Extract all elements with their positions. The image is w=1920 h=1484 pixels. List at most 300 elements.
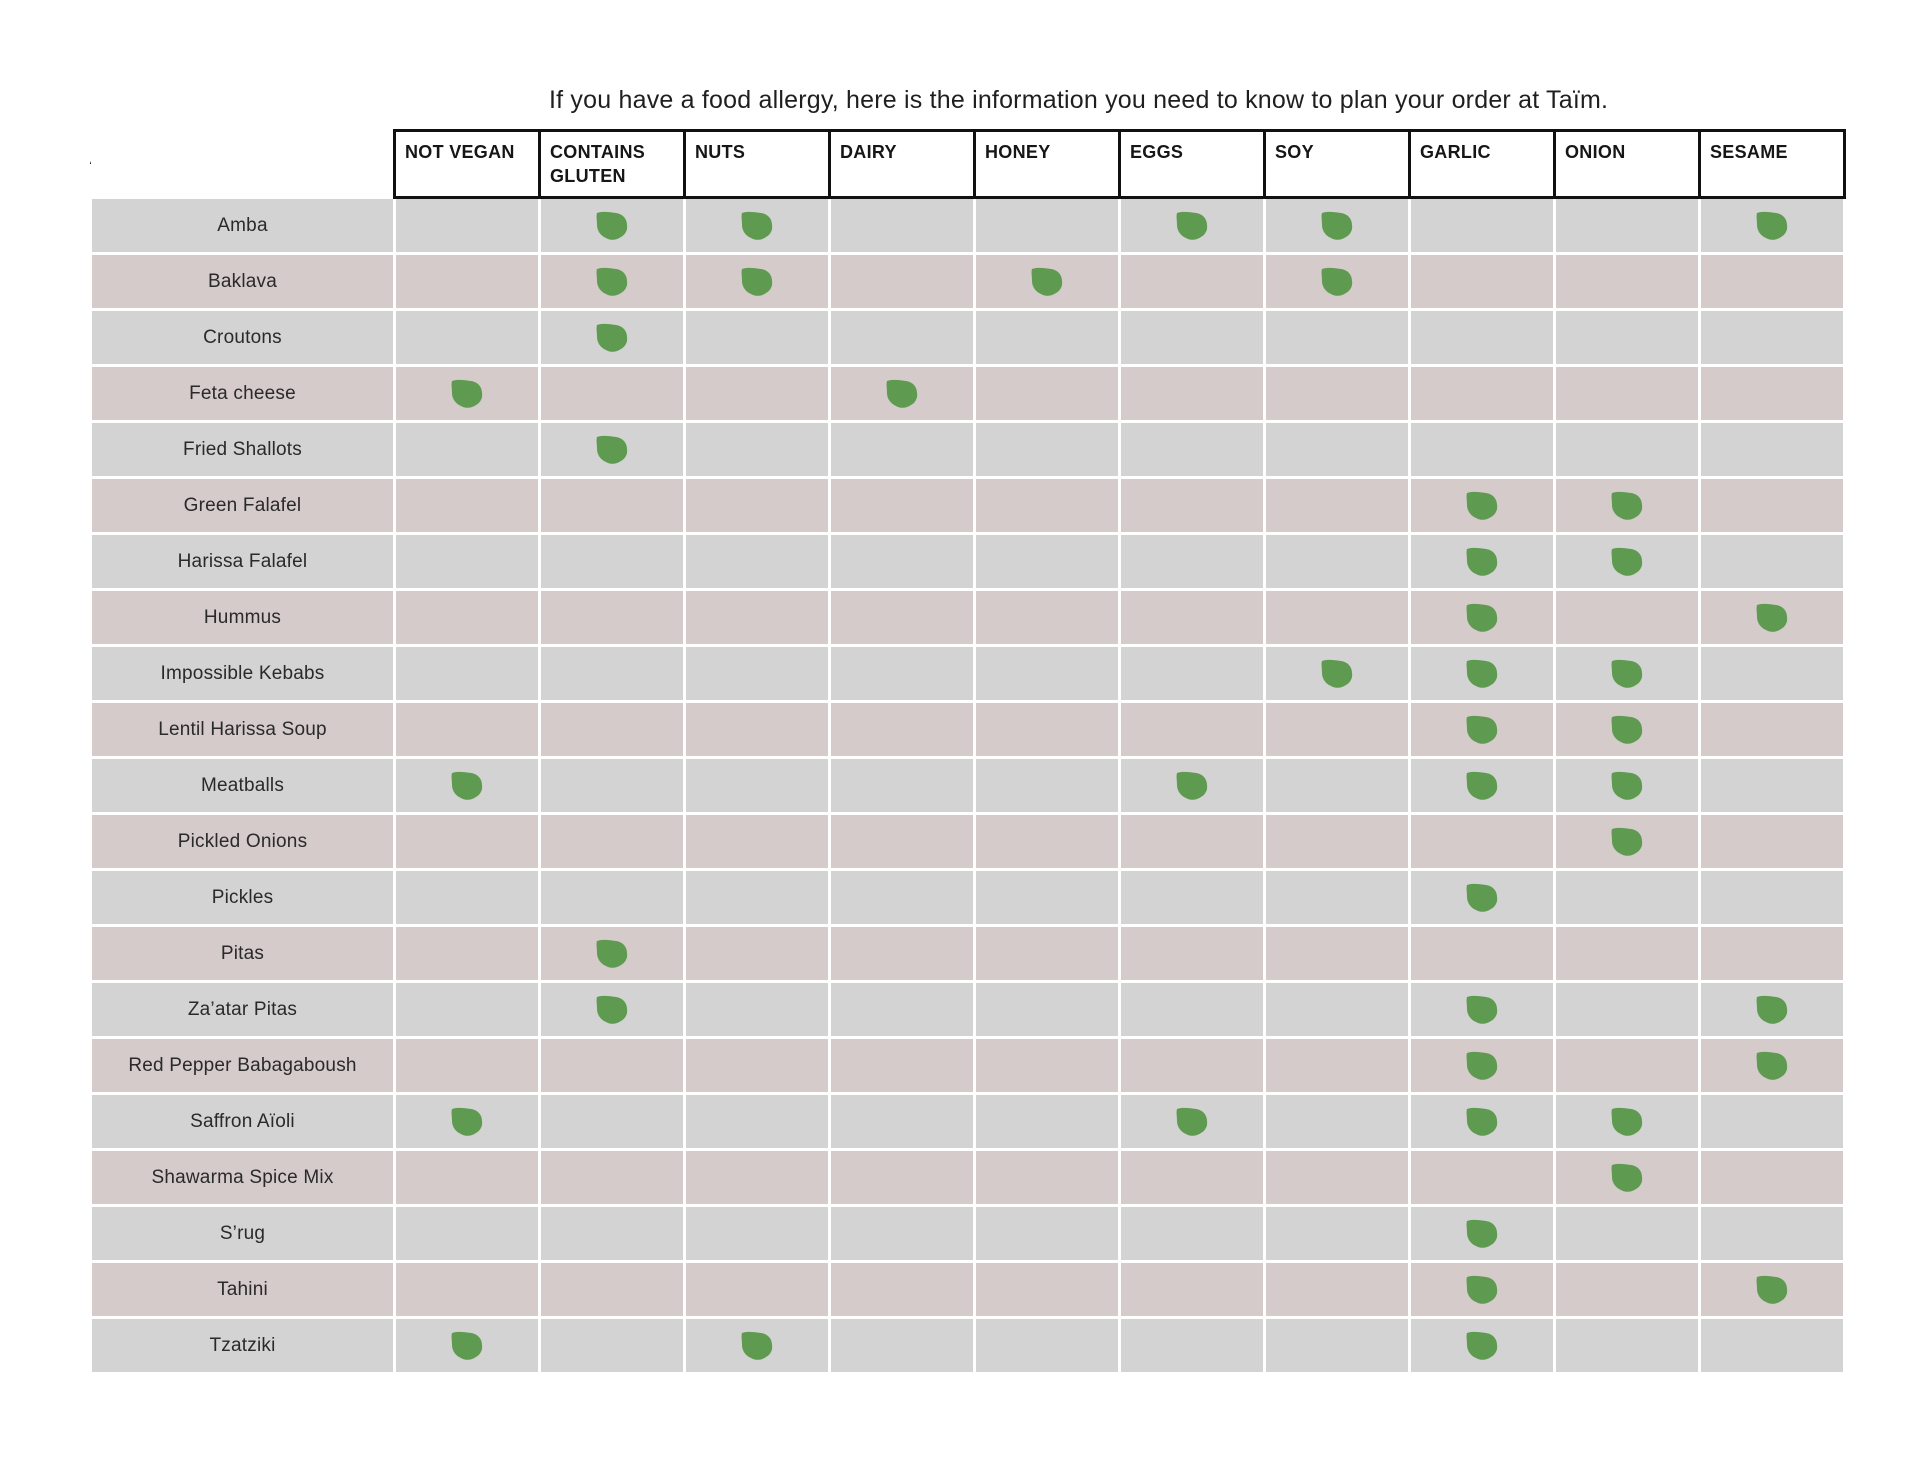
allergen-cell [1265,254,1410,310]
allergen-cell [395,1094,540,1150]
leaf-icon [1755,210,1789,242]
allergen-cell [830,198,975,254]
allergen-cell [975,1318,1120,1374]
allergen-cell [540,198,685,254]
allergen-cell [540,758,685,814]
allergen-cell [1120,1318,1265,1374]
allergen-cell [540,1206,685,1262]
allergen-cell [1555,590,1700,646]
item-name: Shawarma Spice Mix [91,1150,395,1206]
allergen-cell [830,870,975,926]
allergen-cell [975,758,1120,814]
leaf-icon [1755,1050,1789,1082]
allergen-cell [685,1206,830,1262]
allergen-cell [395,758,540,814]
leaf-icon [595,266,629,298]
column-header-6 [1265,131,1410,198]
allergen-cell [1410,366,1555,422]
allergen-cell [1700,422,1845,478]
allergen-cell [1700,1150,1845,1206]
column-header-label: SESAME [1710,142,1788,162]
allergen-cell [975,1150,1120,1206]
allergen-cell [1700,870,1845,926]
allergen-cell [1120,702,1265,758]
item-name: Tahini [91,1262,395,1318]
allergen-cell [685,646,830,702]
allergen-cell [1555,1150,1700,1206]
allergen-cell [540,1038,685,1094]
allergen-cell [395,1262,540,1318]
leaf-icon [1465,658,1499,690]
allergen-cell [540,982,685,1038]
column-header-5 [1120,131,1265,198]
allergen-cell [685,702,830,758]
leaf-icon [1320,658,1354,690]
allergen-cell [1410,590,1555,646]
allergen-cell [395,1038,540,1094]
allergen-cell [1265,198,1410,254]
allergen-cell [1120,254,1265,310]
allergen-cell [1265,814,1410,870]
allergen-cell [1120,1206,1265,1262]
allergen-cell [1700,1094,1845,1150]
allergen-cell [1410,1094,1555,1150]
allergen-cell [1700,366,1845,422]
allergen-cell [540,1318,685,1374]
leaf-icon [1755,994,1789,1026]
allergen-cell [685,870,830,926]
leaf-icon [1755,1274,1789,1306]
allergen-cell [1700,1038,1845,1094]
allergen-cell [975,1038,1120,1094]
allergen-cell [1120,534,1265,590]
column-header-label: GARLIC [1420,142,1491,162]
item-name: Pickles [91,870,395,926]
table-row [91,870,1845,926]
column-header-label: ONION [1565,142,1626,162]
intro-text: If you have a food allergy, here is the information you need to know to plan your order at Taïm. [549,86,1609,114]
allergen-cell [540,870,685,926]
allergen-cell [1120,366,1265,422]
allergen-cell [540,1262,685,1318]
allergen-cell [975,254,1120,310]
allergen-cell [1410,422,1555,478]
allergen-cell [830,926,975,982]
allergen-cell [395,1150,540,1206]
table-row [91,814,1845,870]
allergen-cell [975,702,1120,758]
column-header-label: EGGS [1130,142,1184,162]
leaf-icon [450,770,484,802]
allergen-cell [1700,814,1845,870]
allergen-cell [685,758,830,814]
allergen-cell [1410,702,1555,758]
leaf-icon [1465,882,1499,914]
allergen-cell [1700,758,1845,814]
allergen-cell [830,814,975,870]
allergen-cell [830,310,975,366]
allergen-cell [540,926,685,982]
allergen-cell [1410,1038,1555,1094]
allergen-cell [1265,982,1410,1038]
leaf-icon [1175,770,1209,802]
allergen-cell [1700,982,1845,1038]
allergen-cell [1120,814,1265,870]
table-row [91,702,1845,758]
allergen-cell [1555,198,1700,254]
allergen-cell [975,870,1120,926]
allergen-cell [975,1262,1120,1318]
leaf-icon [1465,1106,1499,1138]
allergen-cell [1410,1150,1555,1206]
allergen-cell [975,1206,1120,1262]
allergen-cell [540,534,685,590]
leaf-icon [1610,1106,1644,1138]
allergen-cell [1120,646,1265,702]
column-header-0 [395,131,540,198]
allergen-cell [685,1150,830,1206]
allergen-cell [395,590,540,646]
allergen-cell [540,590,685,646]
allergen-cell [830,1206,975,1262]
leaf-icon [595,322,629,354]
allergen-cell [540,646,685,702]
column-header-3 [830,131,975,198]
allergen-cell [1555,758,1700,814]
allergen-cell [1120,926,1265,982]
leaf-icon [1465,490,1499,522]
leaf-icon [1610,1162,1644,1194]
column-header-4 [975,131,1120,198]
allergen-cell [830,1094,975,1150]
allergen-cell [1555,814,1700,870]
table-row [91,1206,1845,1262]
table-row [91,310,1845,366]
leaf-icon [1465,994,1499,1026]
allergen-cell [1120,422,1265,478]
column-header-label: HONEY [985,142,1051,162]
item-name: Lentil Harissa Soup [91,702,395,758]
allergen-cell [830,1038,975,1094]
allergen-cell [540,814,685,870]
allergen-cell [830,758,975,814]
leaf-icon [1175,210,1209,242]
leaf-icon [450,1106,484,1138]
allergen-cell [540,1150,685,1206]
allergen-cell [830,1318,975,1374]
column-header-label: NUTS [695,142,746,162]
item-name: Baklava [91,254,395,310]
column-header-9 [1700,131,1845,198]
allergen-cell [830,982,975,1038]
item-name: Amba [91,198,395,254]
allergen-cell [1410,926,1555,982]
leaf-icon [1610,490,1644,522]
allergen-cell [1265,758,1410,814]
table-row [91,1038,1845,1094]
table-row [91,646,1845,702]
allergen-cell [1120,758,1265,814]
allergen-cell [395,1206,540,1262]
table-body [91,198,1845,1374]
allergen-cell [1555,1318,1700,1374]
allergen-cell [1265,870,1410,926]
leaf-icon [450,378,484,410]
column-header-label: DAIRY [840,142,897,162]
leaf-icon [1465,602,1499,634]
table-row [91,1094,1845,1150]
allergen-cell [1120,1262,1265,1318]
allergen-cell [395,1318,540,1374]
table-row [91,926,1845,982]
allergen-cell [1410,646,1555,702]
column-header-label: CONTAINS GLUTEN [550,142,646,186]
leaf-icon [740,210,774,242]
allergen-cell [1265,1150,1410,1206]
allergen-cell [685,590,830,646]
allergen-cell [1555,422,1700,478]
item-name: Feta cheese [91,366,395,422]
allergen-cell [1555,702,1700,758]
allergen-cell [395,926,540,982]
leaf-icon [1175,1106,1209,1138]
allergen-cell [1555,1206,1700,1262]
allergen-cell [1700,478,1845,534]
allergen-cell [830,366,975,422]
allergen-cell [395,366,540,422]
allergen-cell [975,926,1120,982]
allergen-cell [685,1094,830,1150]
table-row [91,1150,1845,1206]
allergen-cell [975,1094,1120,1150]
allergen-cell [1555,1094,1700,1150]
allergen-cell [685,366,830,422]
allergen-cell [975,646,1120,702]
allergen-cell [1410,534,1555,590]
allergen-cell [1265,590,1410,646]
allergen-cell [395,814,540,870]
allergen-cell [830,254,975,310]
allergen-cell [395,702,540,758]
column-header-8 [1555,131,1700,198]
leaf-icon [595,210,629,242]
allergen-table [89,129,1846,1375]
item-name: Croutons [91,310,395,366]
leaf-icon [1320,210,1354,242]
leaf-icon [1465,1330,1499,1362]
item-name: Tzatziki [91,1318,395,1374]
allergen-cell [1555,926,1700,982]
allergen-cell [1555,870,1700,926]
item-name: Harissa Falafel [91,534,395,590]
leaf-icon [1610,658,1644,690]
leaf-icon [740,266,774,298]
table-row [91,366,1845,422]
allergen-cell [1410,870,1555,926]
allergen-cell [1700,1206,1845,1262]
allergen-cell [685,422,830,478]
allergen-cell [1700,534,1845,590]
allergen-cell [975,814,1120,870]
allergen-cell [1700,646,1845,702]
leaf-icon [595,434,629,466]
allergen-cell [1120,590,1265,646]
allergen-cell [395,422,540,478]
allergen-cell [1265,1318,1410,1374]
allergen-cell [1700,198,1845,254]
allergen-cell [1265,534,1410,590]
allergen-cell [685,534,830,590]
allergen-cell [975,310,1120,366]
allergen-cell [1120,982,1265,1038]
allergen-cell [975,366,1120,422]
allergen-cell [1410,254,1555,310]
allergen-cell [685,982,830,1038]
allergen-cell [1555,534,1700,590]
table-row [91,758,1845,814]
allergen-cell [975,982,1120,1038]
item-name: Green Falafel [91,478,395,534]
leaf-icon [1610,770,1644,802]
allergen-cell [1265,478,1410,534]
allergen-cell [395,870,540,926]
allergen-cell [1555,366,1700,422]
allergen-cell [1410,758,1555,814]
table-row [91,478,1845,534]
allergen-cell [1700,254,1845,310]
allergen-cell [1120,198,1265,254]
allergen-cell [685,814,830,870]
leaf-icon [450,1330,484,1362]
allergen-cell [1120,870,1265,926]
column-header-label: NOT VEGAN [405,142,515,162]
allergen-cell [1410,1262,1555,1318]
item-name: Pitas [91,926,395,982]
allergen-cell [1410,1206,1555,1262]
leaf-icon [1465,714,1499,746]
item-column-header [91,131,395,198]
allergen-cell [1555,646,1700,702]
item-name: S’rug [91,1206,395,1262]
table-row [91,982,1845,1038]
item-name: Fried Shallots [91,422,395,478]
allergen-cell [685,1262,830,1318]
allergen-cell [395,534,540,590]
allergen-cell [685,926,830,982]
allergen-cell [830,1150,975,1206]
allergen-cell [1555,254,1700,310]
allergen-cell [395,982,540,1038]
table-row [91,1262,1845,1318]
allergen-cell [1700,1318,1845,1374]
allergen-cell [1265,366,1410,422]
item-name: Red Pepper Babagaboush [91,1038,395,1094]
allergen-cell [830,590,975,646]
allergen-cell [1700,926,1845,982]
allergen-cell [1555,1038,1700,1094]
allergen-cell [1265,310,1410,366]
allergen-cell [685,1038,830,1094]
allergen-cell [975,534,1120,590]
allergen-cell [1265,646,1410,702]
leaf-icon [1610,826,1644,858]
allergen-cell [1410,310,1555,366]
allergen-cell [540,702,685,758]
leaf-icon [1030,266,1064,298]
column-header-label: SOY [1275,142,1314,162]
leaf-icon [595,938,629,970]
column-header-7 [1410,131,1555,198]
allergen-cell [1265,422,1410,478]
allergen-cell [1555,310,1700,366]
allergen-cell [830,702,975,758]
allergen-cell [830,1262,975,1318]
allergen-cell [975,478,1120,534]
column-header-1 [540,131,685,198]
allergen-cell [1265,1094,1410,1150]
allergen-cell [975,198,1120,254]
leaf-icon [1610,714,1644,746]
allergen-cell [830,422,975,478]
allergen-cell [1555,478,1700,534]
allergen-cell [540,310,685,366]
allergen-cell [1700,1262,1845,1318]
allergen-cell [540,366,685,422]
allergen-cell [395,254,540,310]
allergen-cell [1120,1038,1265,1094]
table-row [91,254,1845,310]
table-row [91,534,1845,590]
leaf-icon [595,994,629,1026]
allergen-cell [1555,1262,1700,1318]
leaf-icon [740,1330,774,1362]
allergen-cell [1700,310,1845,366]
allergen-cell [1265,1206,1410,1262]
allergen-cell [1410,814,1555,870]
table-row [91,1318,1845,1374]
allergen-cell [1265,702,1410,758]
allergen-cell [1410,1318,1555,1374]
allergen-cell [1120,1150,1265,1206]
leaf-icon [1465,1050,1499,1082]
leaf-icon [1320,266,1354,298]
allergen-cell [1410,478,1555,534]
allergen-cell [685,310,830,366]
allergen-cell [540,1094,685,1150]
leaf-icon [1465,770,1499,802]
allergen-cell [975,590,1120,646]
allergen-cell [540,478,685,534]
allergen-cell [1410,982,1555,1038]
allergen-cell [685,478,830,534]
item-name: Pickled Onions [91,814,395,870]
leaf-icon [1465,546,1499,578]
allergen-cell [395,198,540,254]
allergen-cell [395,478,540,534]
table-row [91,590,1845,646]
allergen-cell [830,478,975,534]
leaf-icon [1465,1274,1499,1306]
table-row [91,198,1845,254]
allergen-cell [540,422,685,478]
allergen-cell [685,254,830,310]
allergen-cell [1265,1038,1410,1094]
leaf-icon [1610,546,1644,578]
allergen-cell [685,1318,830,1374]
column-header-2 [685,131,830,198]
allergen-cell [1265,1262,1410,1318]
allergen-cell [1120,478,1265,534]
